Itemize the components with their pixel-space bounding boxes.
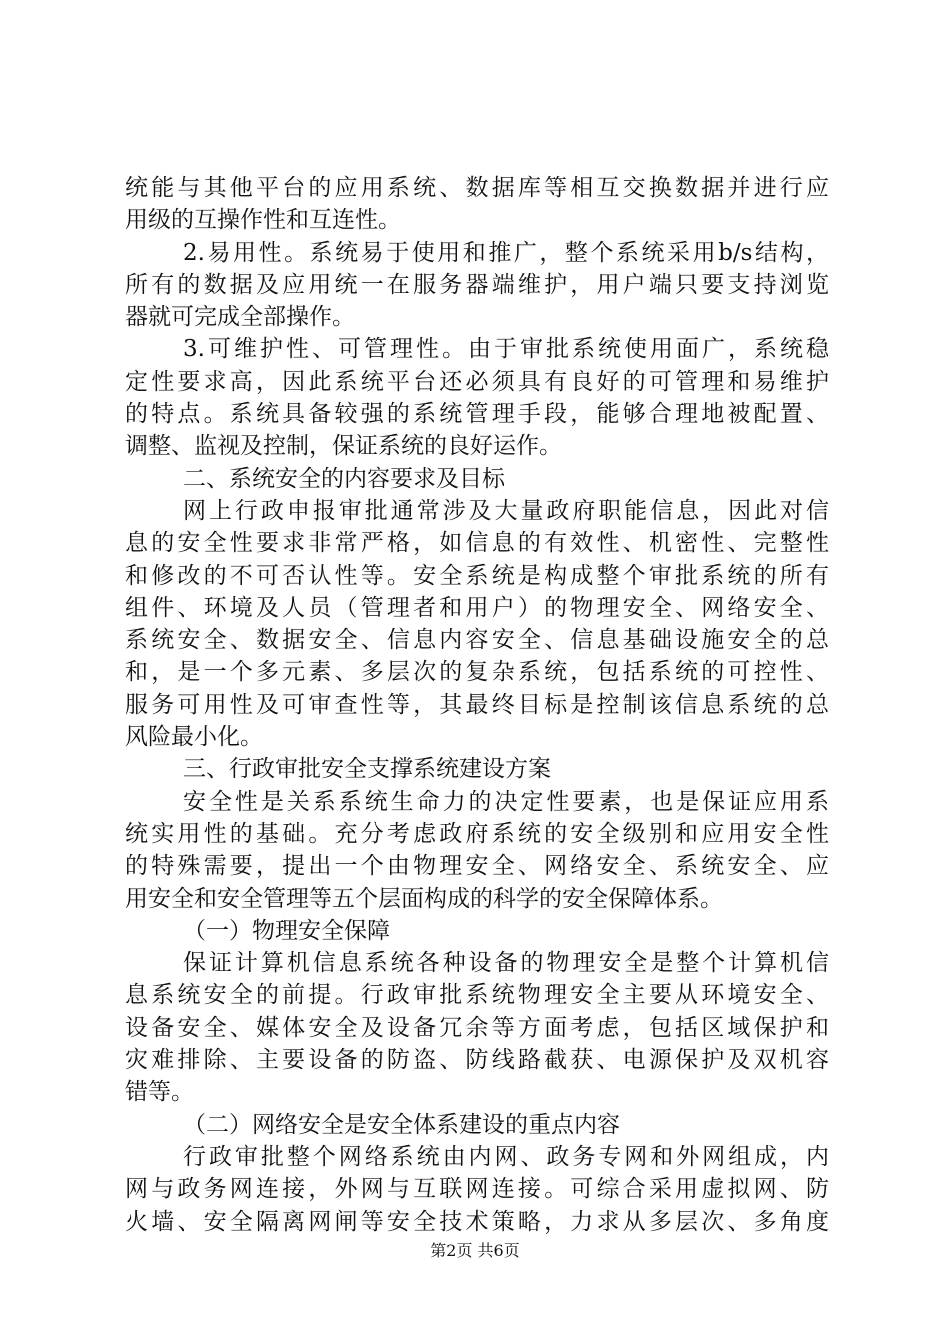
text-line: 的特点。系统具备较强的系统管理手段，能够合理地被配置、 (125, 401, 829, 428)
text-line: 服务可用性及可审查性等，其最终目标是控制该信息系统的总 (125, 691, 829, 718)
text-line: 风险最小化。 (125, 724, 263, 751)
text-line: 用安全和安全管理等五个层面构成的科学的安全保障体系。 (125, 885, 723, 912)
text-line: 3.可维护性、可管理性。由于审批系统使用面广，系统稳 (183, 336, 829, 363)
text-line: 组件、环境及人员（管理者和用户）的物理安全、网络安全、 (125, 594, 829, 621)
text-line: （一）物理安全保障 (183, 917, 390, 944)
document-body (125, 172, 829, 1238)
text-line: 息系统安全的前提。行政审批系统物理安全主要从环境安全、 (125, 982, 829, 1009)
text-line: （二）网络安全是安全体系建设的重点内容 (183, 1111, 620, 1138)
text-line: 器就可完成全部操作。 (125, 304, 355, 331)
text-line: 定性要求高，因此系统平台还必须具有良好的可管理和易维护 (125, 368, 829, 395)
text-line: 保证计算机信息系统各种设备的物理安全是整个计算机信 (183, 950, 829, 977)
text-line: 统能与其他平台的应用系统、数据库等相互交换数据并进行应 (125, 175, 829, 201)
text-line: 设备安全、媒体安全及设备冗余等方面考虑，包括区域保护和 (125, 1014, 829, 1041)
text-line: 三、行政审批安全支撑系统建设方案 (183, 756, 551, 783)
text-line: 统实用性的基础。充分考虑政府系统的安全级别和应用安全性 (125, 820, 829, 847)
text-line: 的特殊需要，提出一个由物理安全、网络安全、系统安全、应 (125, 853, 829, 880)
text-line: 网上行政申报审批通常涉及大量政府职能信息，因此对信 (183, 497, 829, 524)
text-line: 调整、监视及控制，保证系统的良好运作。 (125, 433, 562, 460)
text-line: 安全性是关系系统生命力的决定性要素，也是保证应用系 (183, 788, 829, 815)
text-line: 2.易用性。系统易于使用和推广，整个系统采用b/s结构， (183, 239, 829, 266)
text-line: 所有的数据及应用统一在服务器端维护，用户端只要支持浏览 (125, 271, 829, 298)
text-line: 二、系统安全的内容要求及目标 (183, 465, 505, 492)
text-line: 用级的互操作性和互连性。 (125, 207, 401, 234)
text-line: 系统安全、数据安全、信息内容安全、信息基础设施安全的总 (125, 627, 829, 654)
text-line: 息的安全性要求非常严格，如信息的有效性、机密性、完整性 (125, 530, 829, 557)
text-line: 灾难排除、主要设备的防盗、防线路截获、电源保护及双机容 (125, 1047, 829, 1074)
text-line: 错等。 (125, 1079, 194, 1106)
page-footer: 第2页 共6页 (430, 1241, 520, 1260)
text-line: 和修改的不可否认性等。安全系统是构成整个审批系统的所有 (125, 562, 829, 589)
text-line: 网与政务网连接，外网与互联网连接。可综合采用虚拟网、防 (125, 1176, 829, 1203)
text-line: 行政审批整个网络系统由内网、政务专网和外网组成，内 (183, 1143, 829, 1170)
text-line: 和，是一个多元素、多层次的复杂系统，包括系统的可控性、 (125, 659, 829, 686)
text-line: 火墙、安全隔离网闸等安全技术策略，力求从多层次、多角度 (125, 1208, 829, 1235)
